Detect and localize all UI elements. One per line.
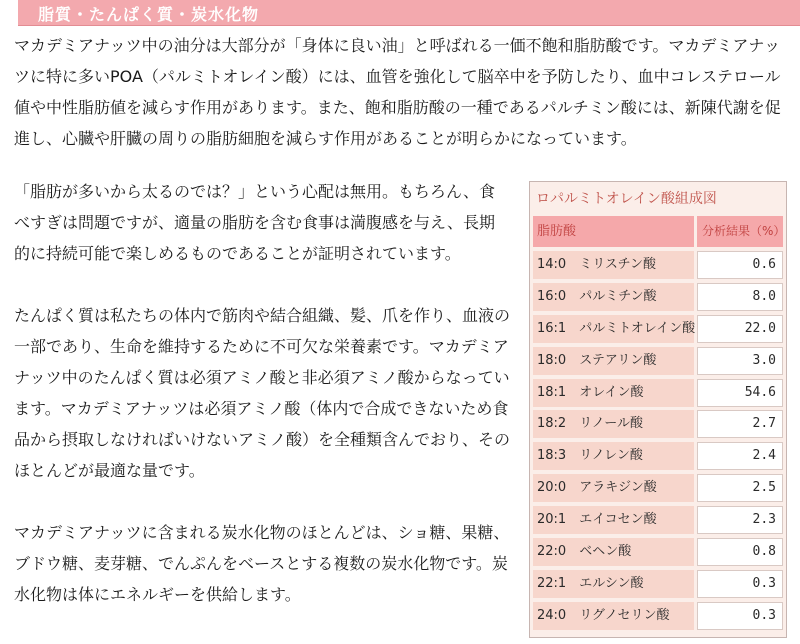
table-row: [533, 440, 783, 472]
table-body: [533, 249, 783, 632]
fatty-acid-name: 16:0 パルミチン酸: [533, 283, 694, 311]
table-row: [533, 600, 783, 632]
table-row: [533, 536, 783, 568]
table-header-row: [533, 216, 786, 247]
table-row: [533, 377, 783, 409]
fatty-acid-name: 22:0 ベヘン酸: [533, 538, 694, 566]
table-row: [533, 568, 783, 600]
fatty-acid-name: 18:0 ステアリン酸: [533, 347, 694, 375]
fatty-acid-value: 8.0: [697, 283, 783, 311]
fatty-acid-name: 14:0 ミリスチン酸: [533, 251, 694, 279]
table-row: [533, 408, 783, 440]
fatty-acid-value: 2.5: [697, 474, 783, 502]
table-row: [533, 504, 783, 536]
fatty-acid-name: 18:1 オレイン酸: [533, 379, 694, 407]
table-row: [533, 281, 783, 313]
fatty-acid-value: 2.4: [697, 442, 783, 470]
fatty-acid-table: [529, 181, 787, 638]
section-title: 脂質・たんぱく質・炭水化物: [38, 5, 260, 24]
fatty-acid-name: 20:0 アラキジン酸: [533, 474, 694, 502]
fatty-acid-value: 0.3: [697, 570, 783, 598]
fatty-acid-value: 54.6: [697, 379, 783, 407]
table-row: [533, 345, 783, 377]
fatty-acid-name: 18:2 リノール酸: [533, 410, 694, 438]
fatty-acid-name: 24:0 リグノセリン酸: [533, 602, 694, 630]
column-header-result: 分析結果（%）: [697, 216, 783, 247]
fatty-acid-name: 16:1 パルミトオレイン酸: [533, 315, 694, 343]
fatty-acid-value: 0.3: [697, 602, 783, 630]
body-column: [14, 176, 510, 641]
fatty-acid-name: 18:3 リノレン酸: [533, 442, 694, 470]
intro-paragraph: マカデミアナッツ中の油分は大部分が「身体に良い油」と呼ばれる一価不飽和脂肪酸です。マカデミアナッツに特に多いPOA（パルミトオレイン酸）には、血管を強化して脳卒中を予防したり、血中コレステロール値や中性脂肪値を減らす作用があります。また、飽和脂肪酸の一種であるパルチミン酸には、新陳代謝を促進し、心臓や肝臓の周りの脂肪細胞を減らす作用があることが明らかになっています。: [14, 36, 781, 148]
fat-paragraph: 「脂肪が多いから太るのでは？」という心配は無用。もちろん、食べすぎは問題ですが、適量の脂肪を含む食事は満腹感を与え、長期的に持続可能で楽しめるものであることが証明されています。: [14, 182, 495, 263]
fatty-acid-value: 22.0: [697, 315, 783, 343]
column-header-fatty-acid: 脂肪酸: [533, 216, 694, 247]
table-row: [533, 313, 783, 345]
section-header: [18, 0, 800, 26]
protein-paragraph: たんぱく質は私たちの体内で筋肉や結合組織、髪、爪を作り、血液の一部であり、生命を維持するために不可欠な栄養素です。マカデミアナッツ中のたんぱく質は必須アミノ酸と非必須アミノ酸からなっています。マカデミアナッツは必須アミノ酸（体内で合成できないため食品から摂取しなければいけないアミノ酸）を全種類含んでおり、そのほとんどが最適な量です。: [14, 306, 511, 480]
table-title: ロパルミトオレイン酸組成図: [536, 191, 717, 207]
fatty-acid-value: 0.8: [697, 538, 783, 566]
fatty-acid-value: 2.7: [697, 410, 783, 438]
fatty-acid-name: 22:1 エルシン酸: [533, 570, 694, 598]
fatty-acid-name: 20:1 エイコセン酸: [533, 506, 694, 534]
table-row: [533, 249, 783, 281]
fatty-acid-value: 2.3: [697, 506, 783, 534]
fatty-acid-value: 3.0: [697, 347, 783, 375]
carbohydrate-paragraph: マカデミアナッツに含まれる炭水化物のほとんどは、ショ糖、果糖、ブドウ糖、麦芽糖、でんぷんをベースとする複数の炭水化物です。炭水化物は体にエネルギーを供給します。: [14, 523, 510, 604]
table-row: [533, 472, 783, 504]
fatty-acid-value: 0.6: [697, 251, 783, 279]
